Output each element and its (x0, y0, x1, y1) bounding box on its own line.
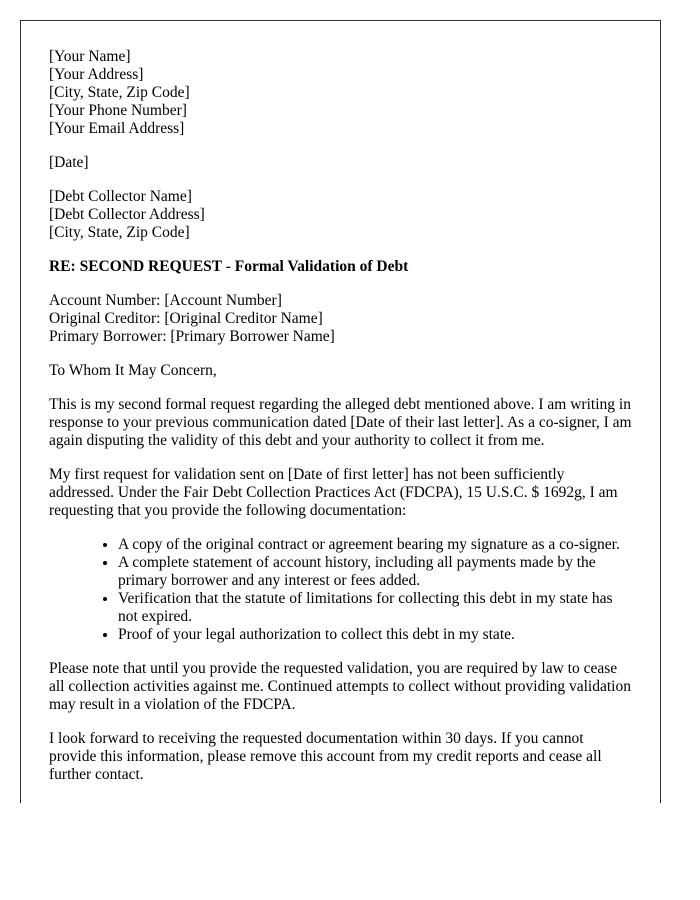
primary-borrower: Primary Borrower: [Primary Borrower Name] (49, 328, 335, 345)
sender-city: [City, State, Zip Code] (49, 84, 190, 101)
paragraph-intro: This is my second formal request regarding the alleged debt mentioned above. I am writing in response to your previous communication dated [Date of their last letter]. As a co-signer, I am again disputing the validity of this debt and your authority to collect it from me. (49, 396, 632, 449)
list-item: • Proof of your legal authorization to collect this debt in my state. (118, 626, 633, 644)
salutation: To Whom It May Concern, (49, 362, 217, 379)
list-item: • A copy of the original contract or agreement bearing my signature as a co-signer. (118, 536, 633, 554)
list-item: • A complete statement of account history, including all payments made by the primary borrower and any interest or fees added. (118, 554, 633, 590)
paragraph-notice: Please note that until you provide the requested validation, you are required by law to cease all collection activities against me. Continued attempts to collect without providing validation may result in a violation of the FDCPA. (49, 660, 631, 713)
recipient-address: [Debt Collector Address] (49, 206, 205, 223)
account-block (49, 292, 633, 346)
letter-document (20, 20, 661, 803)
sender-email: [Your Email Address] (49, 120, 185, 137)
sender-address: [Your Address] (49, 66, 144, 83)
sender-phone: [Your Phone Number] (49, 102, 187, 119)
recipient-city: [City, State, Zip Code] (49, 224, 190, 241)
sender-name: [Your Name] (49, 48, 131, 65)
list-item: • Verification that the statute of limitations for collecting this debt in my state has not expired. (118, 590, 633, 626)
recipient-name: [Debt Collector Name] (49, 188, 192, 205)
request-list (49, 536, 633, 644)
paragraph-request: My first request for validation sent on [Date of first letter] has not been sufficiently addressed. Under the Fair Debt Collection Practices Act (FDCPA), 15 U.S.C. $ 1692g, I am requesting that you provide the following documentation: (49, 466, 618, 519)
original-creditor: Original Creditor: [Original Creditor Name] (49, 310, 323, 327)
subject-line: RE: SECOND REQUEST - Formal Validation of Debt (49, 258, 409, 275)
sender-block (49, 48, 633, 138)
account-number: Account Number: [Account Number] (49, 292, 282, 309)
recipient-block (49, 188, 633, 242)
paragraph-closing: I look forward to receiving the requested documentation within 30 days. If you cannot provide this information, please remove this account from my credit reports and cease all further contact. (49, 730, 602, 783)
date: [Date] (49, 154, 89, 171)
